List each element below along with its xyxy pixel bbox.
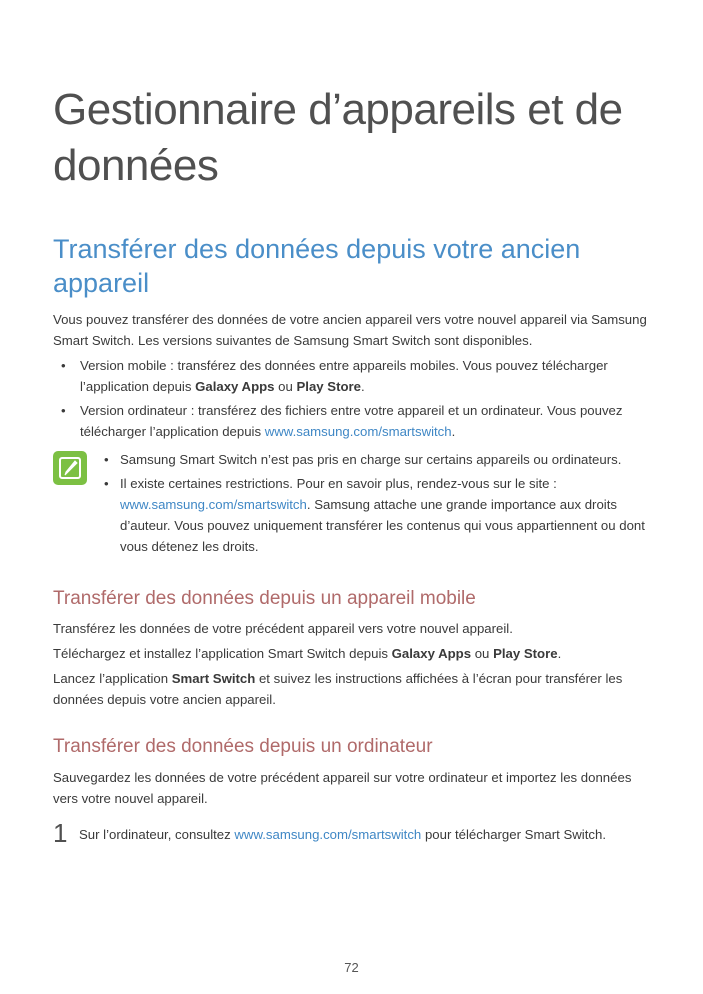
version-list <box>53 355 651 445</box>
note-list <box>98 449 653 560</box>
bullet-icon: • <box>104 452 109 467</box>
step-text <box>79 824 651 845</box>
smartswitch-link[interactable]: www.samsung.com/smartswitch <box>120 497 307 512</box>
bullet-text: Version ordinateur : transférez des fichiers entre votre appareil et un ordinateur. Vous pouvez télécharger l’application depuis <box>80 403 623 439</box>
note-text: Samsung Smart Switch n’est pas pris en charge sur certains appareils ou ordinateurs. <box>120 452 622 467</box>
text: Lancez l’application <box>53 671 172 686</box>
text: pour télécharger Smart Switch. <box>421 827 606 842</box>
computer-subsection-title: Transférer des données depuis un ordinateur <box>53 736 433 757</box>
chapter-title: Gestionnaire d’appareils et de données <box>53 85 623 190</box>
computer-paragraph: Sauvegardez les données de votre précédent appareil sur votre ordinateur et importez les données vers votre nouvel appareil. <box>53 770 632 806</box>
note-pencil-icon <box>53 451 87 485</box>
page-number: 72 <box>344 960 359 975</box>
galaxy-apps-label: Galaxy Apps <box>391 646 472 661</box>
text: et suivez les instructions affichées à l’écran pour transférer les données depuis votre ancien appareil. <box>53 671 623 707</box>
step-number: 1 <box>53 818 68 848</box>
smart-switch-label: Smart Switch <box>171 671 256 686</box>
note-text: Il existe certaines restrictions. Pour en savoir plus, rendez-vous sur le site : <box>120 476 557 491</box>
bullet-icon: • <box>61 358 66 373</box>
play-store-label: Play Store <box>296 379 362 394</box>
text: . <box>557 646 562 661</box>
smartswitch-link[interactable]: www.samsung.com/smartswitch <box>234 827 422 842</box>
note-text: . Samsung attache une grande importance aux droits d’auteur. Vous pouvez uniquement transférer les contenus qui vous appartiennent ou dont vous détenez les droits. <box>120 497 645 554</box>
bullet-text: . <box>361 379 365 394</box>
smartswitch-link[interactable]: www.samsung.com/smartswitch <box>264 424 452 439</box>
bullet-icon: • <box>61 403 66 418</box>
section-intro: Vous pouvez transférer des données de votre ancien appareil vers votre nouvel appareil via Samsung Smart Switch. Les versions suivantes de Samsung Smart Switch sont disponibles. <box>53 312 647 348</box>
section-title: Transférer des données depuis votre ancien appareil <box>53 234 581 298</box>
bullet-text: Version mobile : transférez des données entre appareils mobiles. Vous pouvez télécharger l’application depuis <box>80 358 608 394</box>
text: Sur l’ordinateur, consultez <box>79 827 235 842</box>
bullet-icon: • <box>104 476 109 491</box>
mobile-paragraph-3 <box>53 668 651 710</box>
text: ou <box>471 646 494 661</box>
bullet-text: ou <box>274 379 297 394</box>
list-item <box>98 473 653 557</box>
list-item <box>53 355 651 397</box>
bullet-text: . <box>451 424 456 439</box>
mobile-paragraph-1: Transférez les données de votre précédent appareil vers votre nouvel appareil. <box>53 621 513 636</box>
text: Téléchargez et installez l’application Smart Switch depuis <box>53 646 392 661</box>
mobile-paragraph-2 <box>53 643 651 664</box>
list-item <box>98 449 653 470</box>
galaxy-apps-label: Galaxy Apps <box>195 379 275 394</box>
list-item <box>53 400 651 442</box>
play-store-label: Play Store <box>493 646 558 661</box>
mobile-subsection-title: Transférer des données depuis un appareil mobile <box>53 588 476 609</box>
